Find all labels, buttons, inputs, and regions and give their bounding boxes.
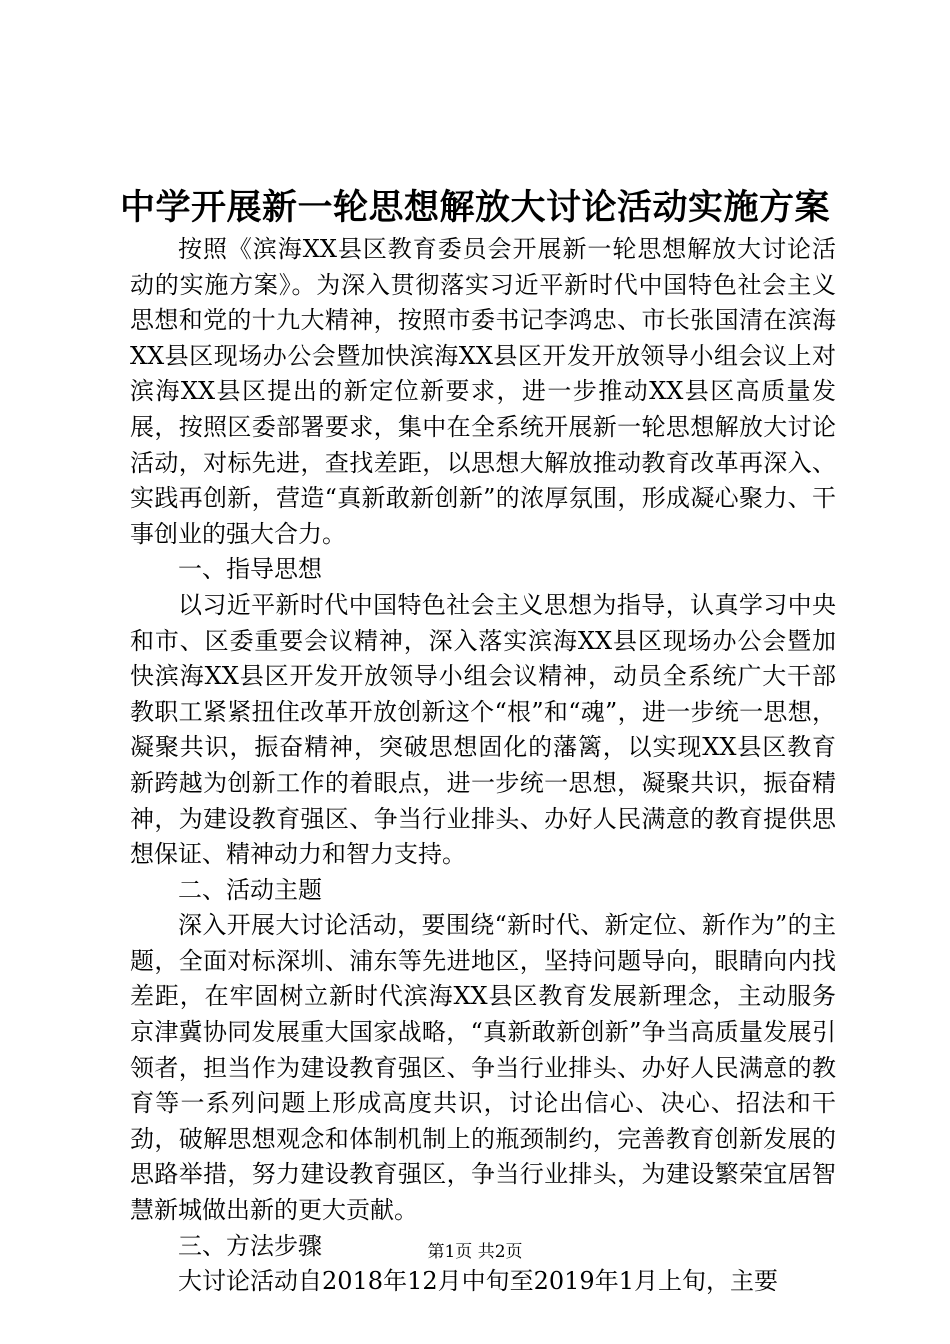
document-body: [130, 232, 836, 1300]
intro-paragraph: 按照《滨海XX县区教育委员会开展新一轮思想解放大讨论活动的实施方案》。为深入贯彻落实习近平新时代中国特色社会主义思想和党的十九大精神，按照市委书记李鸿忠、市长张国清在滨海XX县区现场办公会暨加快滨海XX县区开发开放领导小组会议上对滨海XX县区提出的新定位新要求，进一步推动XX县区高质量发展，按照区委部署要求，集中在全系统开展新一轮思想解放大讨论活动，对标先进，查找差距，以思想大解放推动教育改革再深入、实践再创新，营造“真新敢新创新”的浓厚氛围，形成凝心聚力、干事创业的强大合力。: [130, 235, 836, 548]
activity-theme-paragraph: 深入开展大讨论活动，要围绕“新时代、新定位、新作为”的主题，全面对标深圳、浦东等先进地区，坚持问题导向，眼睛向内找差距，在牢固树立新时代滨海XX县区教育发展新理念，主动服务京津冀协同发展重大国家战略，“真新敢新创新”争当高质量发展引领者，担当作为建设教育强区、争当行业排头、办好人民满意的教育等一系列问题上形成高度共识，讨论出信心、决心、招法和干劲，破解思想观念和体制机制上的瓶颈制约，完善教育创新发展的思路举措，努力建设教育强区，争当行业排头，为建设繁荣宜居智慧新城做出新的更大贡献。: [130, 911, 836, 1225]
section-heading-guiding-thought: 一、指导思想: [178, 555, 322, 584]
guiding-thought-paragraph: 以习近平新时代中国特色社会主义思想为指导，认真学习中央和市、区委重要会议精神，深入落实滨海XX县区现场办公会暨加快滨海XX县区开发开放领导小组会议精神，动员全系统广大干部教职工紧紧扭住改革开放创新这个“根”和“魂”，进一步统一思想，凝聚共识，振奋精神，突破思想固化的藩篱，以实现XX县区教育新跨越为创新工作的着眼点，进一步统一思想，凝聚共识，振奋精神，为建设教育强区、争当行业排头、办好人民满意的教育提供思想保证、精神动力和智力支持。: [130, 590, 836, 869]
section-heading-method-steps: 三、方法步骤: [178, 1231, 322, 1260]
document-title: 中学开展新一轮思想解放大讨论活动实施方案: [119, 187, 830, 228]
page-footer: 第1页 共2页: [427, 1242, 523, 1262]
section-heading-activity-theme: 二、活动主题: [178, 875, 322, 904]
method-steps-paragraph: 大讨论活动自2018年12月中旬至2019年1月上旬，主要: [178, 1267, 778, 1296]
